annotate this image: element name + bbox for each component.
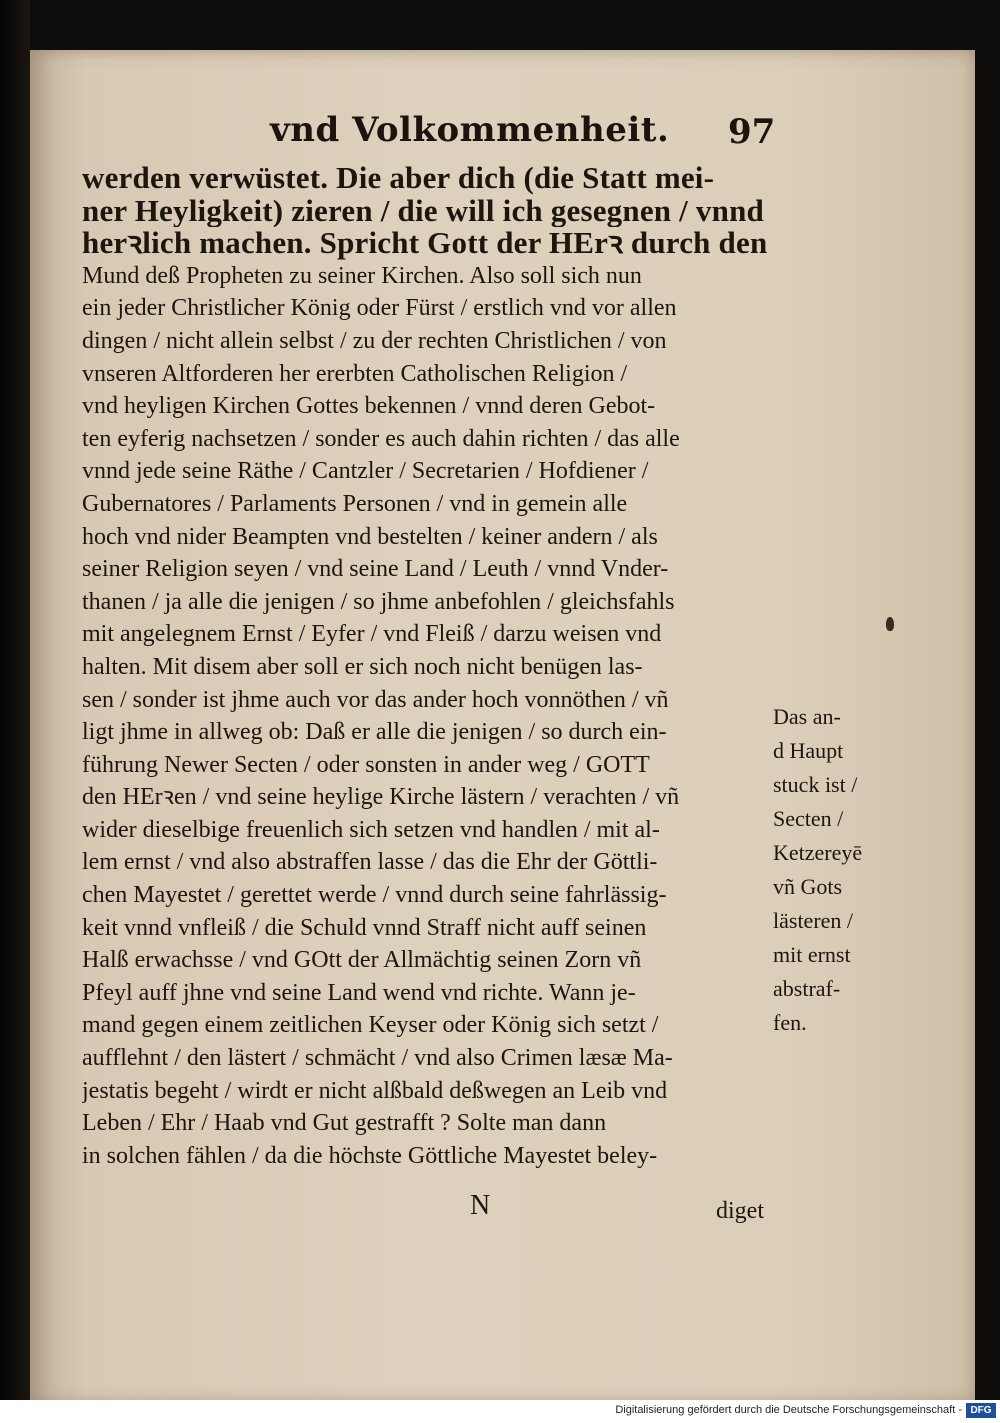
text-line: jestatis begeht / wirdt er nicht alßbald deßwegen an Leib vnd bbox=[82, 1077, 668, 1104]
text-line: Gubernatores / Parlaments Personen / vnd in gemein alle bbox=[82, 490, 628, 517]
margin-note bbox=[773, 700, 883, 1040]
text-line: aufflehnt / den lästert / schmächt / vnd also Crimen læsæ Ma- bbox=[82, 1045, 673, 1072]
margin-note-line: mit ernst bbox=[773, 942, 851, 967]
text-line: ligt jhme in allweg ob: Daß er alle die jenigen / so durch ein- bbox=[82, 719, 667, 746]
text-line: dingen / nicht allein selbst / zu der rechten Christlichen / von bbox=[82, 327, 667, 354]
text-line: herꝛlich machen. Spricht Gott der HErꝛ durch den bbox=[82, 227, 768, 260]
text-line: wider dieselbige freuenlich sich setzen vnd handlen / mit al- bbox=[82, 816, 660, 843]
footer-bar bbox=[0, 1400, 1000, 1423]
margin-note-line: abstraf- bbox=[773, 976, 841, 1001]
text-line: Mund deß Propheten zu seiner Kirchen. Also soll sich nun bbox=[82, 262, 642, 289]
margin-note-line: vñ Gots bbox=[773, 874, 843, 899]
text-line: ner Heyligkeit) zieren / die will ich gesegnen / vnnd bbox=[82, 194, 764, 228]
text-line: den HErꝛen / vnd seine heylige Kirche lästern / verachten / vñ bbox=[82, 784, 680, 811]
text-line: in solchen fählen / da die höchste Göttliche Mayestet beley- bbox=[82, 1142, 658, 1169]
dfg-logo-icon: DFG bbox=[966, 1403, 996, 1418]
margin-note-line: Das an- bbox=[773, 704, 841, 729]
text-line: werden verwüstet. Die aber dich (die Statt mei- bbox=[82, 162, 715, 195]
text-line: Pfeyl auff jhne vnd seine Land wend vnd richte. Wann je- bbox=[82, 979, 636, 1006]
signature-mark: N bbox=[470, 1190, 491, 1221]
text-line: ten eyferig nachsetzen / sonder es auch dahin richten / das alle bbox=[82, 425, 680, 452]
margin-note-line: lästeren / bbox=[773, 908, 854, 933]
text-line: Leben / Ehr / Haab vnd Gut gestrafft ? Solte man dann bbox=[82, 1110, 607, 1137]
text-line: vnseren Altforderen her ererbten Catholischen Religion / bbox=[82, 360, 628, 387]
text-line: chen Mayestet / gerettet werde / vnnd durch seine fahrlässig- bbox=[82, 882, 667, 909]
catchword: diget bbox=[716, 1198, 764, 1224]
margin-note-line: Secten / bbox=[773, 806, 844, 831]
footer-credit: Digitalisierung gefördert durch die Deutsche Forschungsgemeinschaft - bbox=[615, 1404, 962, 1416]
text-line: ein jeder Christlicher König oder Fürst / erstlich vnd vor allen bbox=[82, 295, 677, 322]
text-line: Halß erwachsse / vnd GOtt der Allmächtig seinen Zorn vñ bbox=[82, 947, 642, 974]
text-line: sen / sonder ist jhme auch vor das ander hoch vonnöthen / vñ bbox=[82, 686, 669, 713]
text-line: seiner Religion seyen / vnd seine Land / Leuth / vnnd Vnder- bbox=[82, 556, 669, 583]
body-text bbox=[82, 162, 772, 1172]
ink-blot-icon bbox=[886, 617, 894, 631]
text-line: thanen / ja alle die jenigen / so jhme anbefohlen / gleichsfahls bbox=[82, 588, 675, 615]
text-line: keit vnnd vnfleiß / die Schuld vnnd Straff nicht auff seinen bbox=[82, 914, 647, 941]
text-line: mit angelegnem Ernst / Eyfer / vnd Fleiß / darzu weisen vnd bbox=[82, 621, 662, 648]
text-line: vnd heyligen Kirchen Gottes bekennen / vnnd deren Gebot- bbox=[82, 393, 656, 420]
book-spine-shadow bbox=[0, 0, 30, 1423]
catchword-area bbox=[82, 1190, 772, 1230]
margin-note-line: d Haupt bbox=[773, 738, 844, 763]
page-number: 97 bbox=[728, 112, 776, 152]
margin-note-line: fen. bbox=[773, 1010, 807, 1035]
text-line: lem ernst / vnd also abstraffen lasse / das die Ehr der Göttli- bbox=[82, 849, 658, 876]
running-head: vnd Volkommenheit. bbox=[270, 110, 670, 150]
text-line: mand gegen einem zeitlichen Keyser oder König sich setzt / bbox=[82, 1012, 659, 1039]
margin-note-line: stuck ist / bbox=[773, 772, 858, 797]
text-line: vnnd jede seine Räthe / Cantzler / Secretarien / Hofdiener / bbox=[82, 458, 649, 485]
margin-note-line: Ketzereyē bbox=[773, 840, 863, 865]
text-line: halten. Mit disem aber soll er sich noch nicht benügen las- bbox=[82, 653, 643, 680]
text-line: hoch vnd nider Beampten vnd bestelten / keiner andern / als bbox=[82, 523, 658, 550]
text-line: führung Newer Secten / oder sonsten in ander weg / GOTT bbox=[82, 751, 650, 778]
